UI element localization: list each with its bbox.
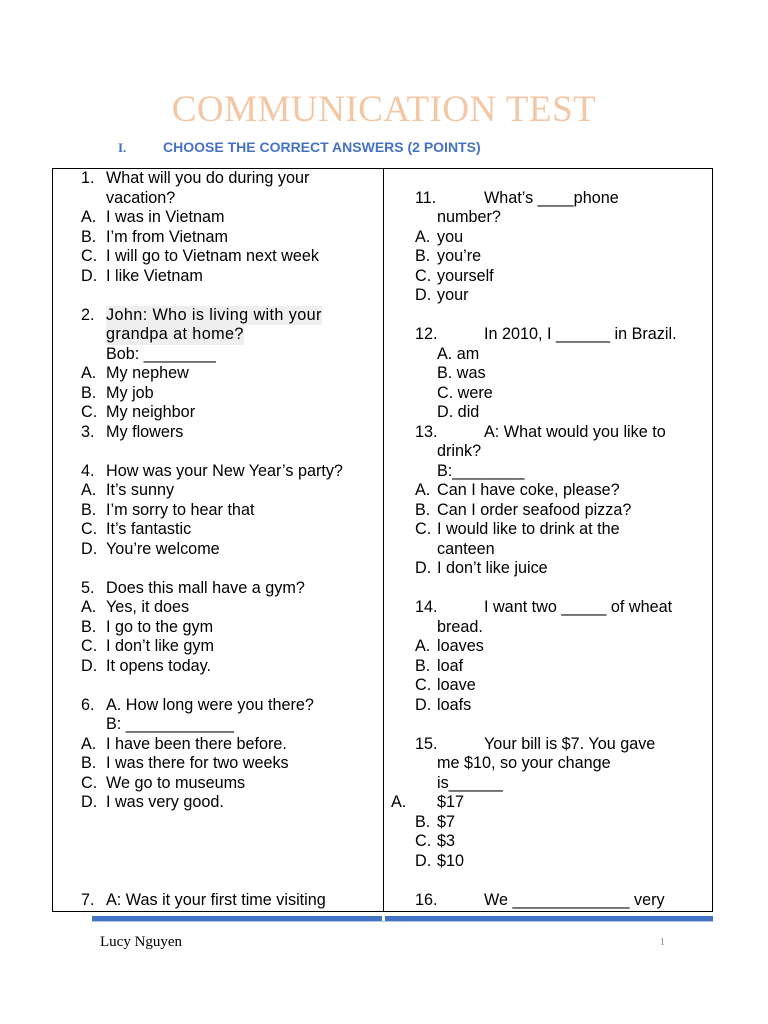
item-text: I was there for two weeks (106, 754, 289, 772)
item-text: I have been there before. (106, 734, 287, 753)
item-text: A: What would you like to (484, 422, 666, 441)
text-line (384, 813, 713, 833)
item-text: We go to museums (106, 773, 246, 792)
text-line (384, 228, 713, 248)
text-line (384, 306, 713, 326)
item-label: 13. (415, 422, 438, 441)
item-text: My nephew (106, 364, 189, 382)
item-label: C. (81, 637, 98, 655)
item-text: A. How long were you there? (106, 695, 314, 714)
item-text: $7 (437, 812, 456, 831)
text-line (384, 637, 713, 657)
item-label: B. (415, 656, 431, 675)
item-label: 7. (81, 890, 95, 909)
item-text: you’re (437, 247, 482, 265)
text-line (384, 325, 713, 345)
item-label: B. (415, 247, 431, 265)
item-text: loaves (437, 637, 484, 655)
text-line (53, 637, 383, 657)
text-line (53, 169, 383, 189)
text-line (53, 442, 383, 462)
left-column (53, 169, 383, 910)
text-line (53, 579, 383, 599)
text-line (384, 774, 713, 794)
item-label: D. (81, 793, 98, 811)
item-text: drink? (437, 442, 482, 460)
item-text: You’re welcome (106, 539, 220, 558)
item-text: yourself (437, 266, 494, 285)
item-text: We _____________ very (484, 890, 665, 909)
text-line (384, 384, 713, 404)
item-text: I want two _____ of wheat (484, 598, 673, 616)
item-label: A. (415, 481, 431, 499)
item-text: Can I order seafood pizza? (437, 500, 632, 519)
text-line (384, 754, 713, 774)
item-text: Your bill is $7. You gave (484, 734, 656, 753)
text-line (384, 793, 713, 813)
text-line (53, 247, 383, 267)
item-label: 11. (415, 188, 437, 207)
right-column (384, 169, 713, 910)
item-text: canteen (437, 539, 495, 558)
item-text: me $10, so your change (437, 754, 611, 772)
text-line (53, 559, 383, 579)
item-label: 3. (81, 422, 95, 441)
text-line (384, 891, 713, 911)
text-line (53, 715, 383, 735)
item-text: B:________ (437, 461, 525, 480)
item-text: I’m sorry to hear that (106, 500, 255, 519)
item-label: C. (81, 520, 98, 538)
text-line (53, 286, 383, 306)
text-line (384, 501, 713, 521)
text-line (53, 189, 383, 209)
text-line (53, 462, 383, 482)
item-label: A. (81, 598, 97, 616)
item-label: 5. (81, 578, 95, 597)
text-line (53, 618, 383, 638)
text-line (384, 423, 713, 443)
text-line (384, 189, 713, 209)
item-label: A. (81, 364, 97, 382)
item-text: Bob: ________ (106, 344, 216, 363)
item-text: My flowers (106, 422, 184, 441)
item-label: B. (81, 754, 97, 772)
item-text: $3 (437, 832, 456, 850)
item-text: It opens today. (106, 656, 211, 675)
text-line (53, 813, 383, 833)
text-line (384, 169, 713, 189)
item-label: D. (415, 851, 432, 870)
item-label: C. (81, 247, 98, 265)
text-line (53, 520, 383, 540)
text-line (384, 598, 713, 618)
text-line (384, 208, 713, 228)
text-line (53, 871, 383, 891)
text-line (384, 481, 713, 501)
text-line (384, 364, 713, 384)
text-line (384, 345, 713, 365)
page-number: 1 (660, 937, 665, 948)
item-label: B. (81, 617, 97, 636)
item-text: I would like to drink at the (437, 520, 620, 538)
text-line (384, 618, 713, 638)
item-label: 15. (415, 734, 438, 753)
text-line (53, 501, 383, 521)
item-text: I was in Vietnam (106, 208, 225, 226)
item-text: vacation? (106, 188, 176, 207)
item-label: C. (415, 520, 432, 538)
text-line (384, 871, 713, 891)
item-text: Can I have coke, please? (437, 481, 620, 499)
item-label: A. (415, 637, 431, 655)
item-text: It’s fantastic (106, 520, 192, 538)
text-line (53, 754, 383, 774)
text-line (384, 247, 713, 267)
item-label: B. (81, 500, 97, 519)
text-line (384, 403, 713, 423)
section-number: I. (118, 140, 127, 155)
item-text: loave (437, 676, 476, 694)
column-divider (383, 168, 384, 912)
text-line (384, 559, 713, 579)
text-line (53, 208, 383, 228)
item-text: My job (106, 383, 154, 402)
item-label: 2. (81, 305, 95, 324)
item-text: B. was (437, 364, 486, 382)
item-label: C. (415, 832, 432, 850)
item-text: loaf (437, 656, 464, 675)
item-text: John: Who is living with your (106, 305, 322, 324)
item-label: C. (81, 773, 98, 792)
item-text: I’m from Vietnam (106, 227, 229, 246)
item-text: Yes, it does (106, 598, 190, 616)
text-line (53, 423, 383, 443)
text-line (384, 735, 713, 755)
item-text: you (437, 227, 464, 246)
item-label: D. (415, 286, 432, 304)
item-text: $10 (437, 851, 465, 870)
text-line (53, 364, 383, 384)
text-line (53, 540, 383, 560)
item-text: C. were (437, 383, 493, 402)
text-line (53, 696, 383, 716)
text-line (384, 267, 713, 287)
item-text: It’s sunny (106, 481, 175, 499)
item-text: number? (437, 208, 501, 226)
text-line (53, 481, 383, 501)
item-label: A. (415, 227, 431, 246)
item-label: B. (415, 500, 431, 519)
text-line (384, 852, 713, 872)
item-label: B. (81, 383, 97, 402)
text-line (53, 735, 383, 755)
item-label: C. (81, 403, 98, 421)
item-label: D. (81, 656, 98, 675)
item-text: is______ (437, 773, 503, 792)
item-text: A. am (437, 344, 480, 363)
item-text: Does this mall have a gym? (106, 578, 305, 597)
text-line (53, 306, 383, 326)
text-line (384, 579, 713, 599)
text-line (384, 286, 713, 306)
item-label: C. (415, 676, 432, 694)
text-line (384, 715, 713, 735)
section-title: CHOOSE THE CORRECT ANSWERS (2 POINTS) (163, 139, 481, 155)
section-heading (118, 139, 481, 156)
text-line (384, 442, 713, 462)
text-line (384, 696, 713, 716)
page-title: COMMUNICATION TEST (171, 89, 597, 130)
item-label: A. (391, 793, 407, 811)
item-label: 14. (415, 598, 438, 616)
text-line (53, 325, 383, 345)
item-label: A. (81, 734, 97, 753)
text-line (53, 891, 383, 911)
text-line (53, 676, 383, 696)
item-text: I go to the gym (106, 617, 214, 636)
text-line (384, 462, 713, 482)
footer-rule (92, 921, 713, 922)
item-text: I will go to Vietnam next week (106, 247, 319, 265)
item-label: D. (415, 559, 432, 577)
text-line (384, 657, 713, 677)
item-label: 6. (81, 695, 95, 714)
item-text: $17 (437, 793, 465, 811)
item-label: B. (81, 227, 97, 246)
item-label: C. (415, 266, 432, 285)
footer-author: Lucy Nguyen (100, 934, 183, 950)
item-text: I don’t like gym (106, 637, 214, 655)
item-text: I don’t like juice (437, 559, 548, 577)
text-line (53, 228, 383, 248)
text-line (53, 832, 383, 852)
item-label: 4. (81, 461, 95, 480)
text-line (53, 793, 383, 813)
item-label: A. (81, 208, 97, 226)
text-line (53, 657, 383, 677)
text-line (384, 676, 713, 696)
item-text: grandpa at home? (106, 325, 244, 343)
item-text: loafs (437, 695, 472, 714)
text-line (53, 384, 383, 404)
text-line (384, 540, 713, 560)
text-line (53, 852, 383, 872)
item-text: What will you do during your (106, 169, 310, 187)
item-label: 1. (81, 169, 95, 187)
item-text: I like Vietnam (106, 266, 203, 285)
text-line (53, 267, 383, 287)
item-text: What’s ____phone (484, 188, 619, 207)
item-text: My neighbor (106, 403, 196, 421)
item-text: D. did (437, 403, 480, 421)
text-line (53, 774, 383, 794)
text-line (53, 403, 383, 423)
item-label: D. (81, 539, 98, 558)
item-text: I was very good. (106, 793, 224, 811)
item-text: How was your New Year’s party? (106, 461, 343, 480)
text-line (384, 832, 713, 852)
text-line (53, 598, 383, 618)
item-text: your (437, 286, 469, 304)
item-label: A. (81, 481, 97, 499)
item-text: In 2010, I ______ in Brazil. (484, 325, 677, 343)
item-label: 16. (415, 890, 438, 909)
item-text: bread. (437, 617, 483, 636)
item-label: D. (415, 695, 432, 714)
item-label: D. (81, 266, 98, 285)
text-line (53, 345, 383, 365)
item-text: A: Was it your first time visiting (106, 890, 326, 909)
item-text: B: ____________ (106, 715, 234, 733)
text-line (384, 520, 713, 540)
item-label: B. (415, 812, 431, 831)
item-label: 12. (415, 325, 438, 343)
